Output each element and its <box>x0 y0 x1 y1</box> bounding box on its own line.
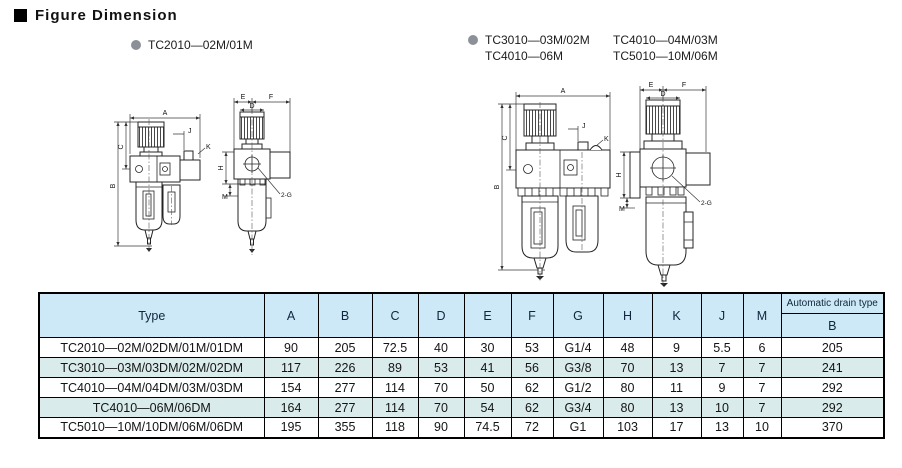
cell: 41 <box>464 358 511 378</box>
dim-label-m: M <box>222 194 228 201</box>
model-label: TC3010—03M/02M <box>485 33 590 47</box>
cell: 117 <box>264 358 318 378</box>
drawing-tc4010-front-view <box>494 88 610 282</box>
cell: 40 <box>418 338 464 358</box>
cell: 205 <box>781 338 884 358</box>
dim-label-e: E <box>240 94 246 101</box>
cell: 164 <box>264 398 318 418</box>
cell: 9 <box>701 378 743 398</box>
cell: 72.5 <box>372 338 418 358</box>
dim-label-e: E <box>648 82 654 89</box>
header-cell-g: G <box>553 293 603 338</box>
cell: 118 <box>372 418 418 438</box>
bullet-icon <box>131 40 141 50</box>
model-label: TC5010—10M/06M <box>613 49 718 63</box>
cell: G3/4 <box>553 398 603 418</box>
dim-label-j: J <box>188 128 192 135</box>
table-row <box>39 398 884 418</box>
cell: 7 <box>743 378 781 398</box>
cell: 7 <box>701 358 743 378</box>
cell: 70 <box>418 398 464 418</box>
cell: 226 <box>318 358 372 378</box>
cell: 56 <box>511 358 553 378</box>
table-row <box>39 378 884 398</box>
header-cell-a: A <box>264 293 318 338</box>
cell: 355 <box>318 418 372 438</box>
cell: 80 <box>603 378 652 398</box>
dim-label-j: J <box>582 123 586 130</box>
cell: 103 <box>603 418 652 438</box>
cell: 292 <box>781 378 884 398</box>
table-row <box>39 358 884 378</box>
cell: 292 <box>781 398 884 418</box>
section-marker-icon <box>14 9 27 22</box>
model-label: TC4010—06M <box>485 49 564 63</box>
dim-label-k: K <box>206 144 211 151</box>
cell: 114 <box>372 398 418 418</box>
cell: 11 <box>652 378 701 398</box>
cell: 53 <box>418 358 464 378</box>
cell: 89 <box>372 358 418 378</box>
cell: 53 <box>511 338 553 358</box>
model-label: TC4010—04M/03M <box>613 33 718 47</box>
dim-label-f: F <box>268 94 274 101</box>
bullet-icon <box>468 35 478 45</box>
cell-type: TC4010—04M/04DM/03M/03DM <box>39 378 264 398</box>
caption-right <box>468 33 718 63</box>
cell: 10 <box>701 398 743 418</box>
cell: 70 <box>418 378 464 398</box>
cell: G1 <box>553 418 603 438</box>
section-header <box>14 7 178 24</box>
dim-label-f: F <box>681 82 687 89</box>
cell: 17 <box>652 418 701 438</box>
page-title: Figure Dimension <box>35 7 178 24</box>
cell: 30 <box>464 338 511 358</box>
technical-drawings <box>0 72 902 287</box>
header-cell-auto-drain-b: B <box>781 314 884 338</box>
cell: 48 <box>603 338 652 358</box>
cell: 277 <box>318 378 372 398</box>
cell-type: TC5010—10M/10DM/06M/06DM <box>39 418 264 438</box>
dim-label-d: D <box>660 91 666 98</box>
cell: 241 <box>781 358 884 378</box>
drawing-tc2010-front-view <box>110 110 211 253</box>
cell: 370 <box>781 418 884 438</box>
cell-type: TC4010—06M/06DM <box>39 398 264 418</box>
cell: 54 <box>464 398 511 418</box>
cell: 90 <box>264 338 318 358</box>
cell-type: TC3010—03M/03DM/02M/02DM <box>39 358 264 378</box>
dim-label-c: C <box>502 135 509 141</box>
dim-label-k: K <box>604 136 609 143</box>
table-row <box>39 338 884 358</box>
header-cell-c: C <box>372 293 418 338</box>
cell: 90 <box>418 418 464 438</box>
cell: 13 <box>701 418 743 438</box>
cell: 74.5 <box>464 418 511 438</box>
header-cell-auto-drain: Automatic drain type <box>781 293 884 314</box>
dim-label-h: H <box>616 172 623 178</box>
cell: 50 <box>464 378 511 398</box>
cell: 70 <box>603 358 652 378</box>
header-cell-m: M <box>743 293 781 338</box>
cell: 7 <box>743 398 781 418</box>
dim-label-b: B <box>110 183 117 189</box>
dim-label-a: A <box>162 110 168 117</box>
drawing-tc2010-side-view <box>218 94 292 255</box>
cell: 13 <box>652 398 701 418</box>
model-label-group <box>485 33 718 63</box>
dimension-table <box>38 292 885 439</box>
cell: 5.5 <box>701 338 743 358</box>
cell: 62 <box>511 398 553 418</box>
cell-type: TC2010—02M/02DM/01M/01DM <box>39 338 264 358</box>
dim-label-a: A <box>560 88 566 95</box>
header-cell-d: D <box>418 293 464 338</box>
model-label: TC2010—02M/01M <box>148 38 253 52</box>
header-cell-j: J <box>701 293 743 338</box>
cell: 62 <box>511 378 553 398</box>
dim-label-b: B <box>494 184 501 190</box>
drawing-tc4010-side-view <box>616 82 712 287</box>
table-row <box>39 418 884 438</box>
caption-left <box>131 38 253 52</box>
header-cell-e: E <box>464 293 511 338</box>
header-cell-b: B <box>318 293 372 338</box>
cell: 277 <box>318 398 372 418</box>
cell: 9 <box>652 338 701 358</box>
cell: G3/8 <box>553 358 603 378</box>
cell: 205 <box>318 338 372 358</box>
port-label: 2-G <box>281 192 292 199</box>
dim-label-c: C <box>118 144 125 150</box>
cell: 13 <box>652 358 701 378</box>
header-cell-k: K <box>652 293 701 338</box>
dim-label-d: D <box>249 103 255 110</box>
cell: 114 <box>372 378 418 398</box>
cell: G1/4 <box>553 338 603 358</box>
cell: 195 <box>264 418 318 438</box>
cell: G1/2 <box>553 378 603 398</box>
port-label: 2-G <box>701 200 712 207</box>
cell: 10 <box>743 418 781 438</box>
header-cell-type: Type <box>39 293 264 338</box>
cell: 7 <box>743 358 781 378</box>
cell: 80 <box>603 398 652 418</box>
cell: 6 <box>743 338 781 358</box>
dim-label-m: M <box>619 206 625 213</box>
header-cell-h: H <box>603 293 652 338</box>
dim-label-h: H <box>218 165 225 171</box>
cell: 72 <box>511 418 553 438</box>
cell: 154 <box>264 378 318 398</box>
header-cell-f: F <box>511 293 553 338</box>
